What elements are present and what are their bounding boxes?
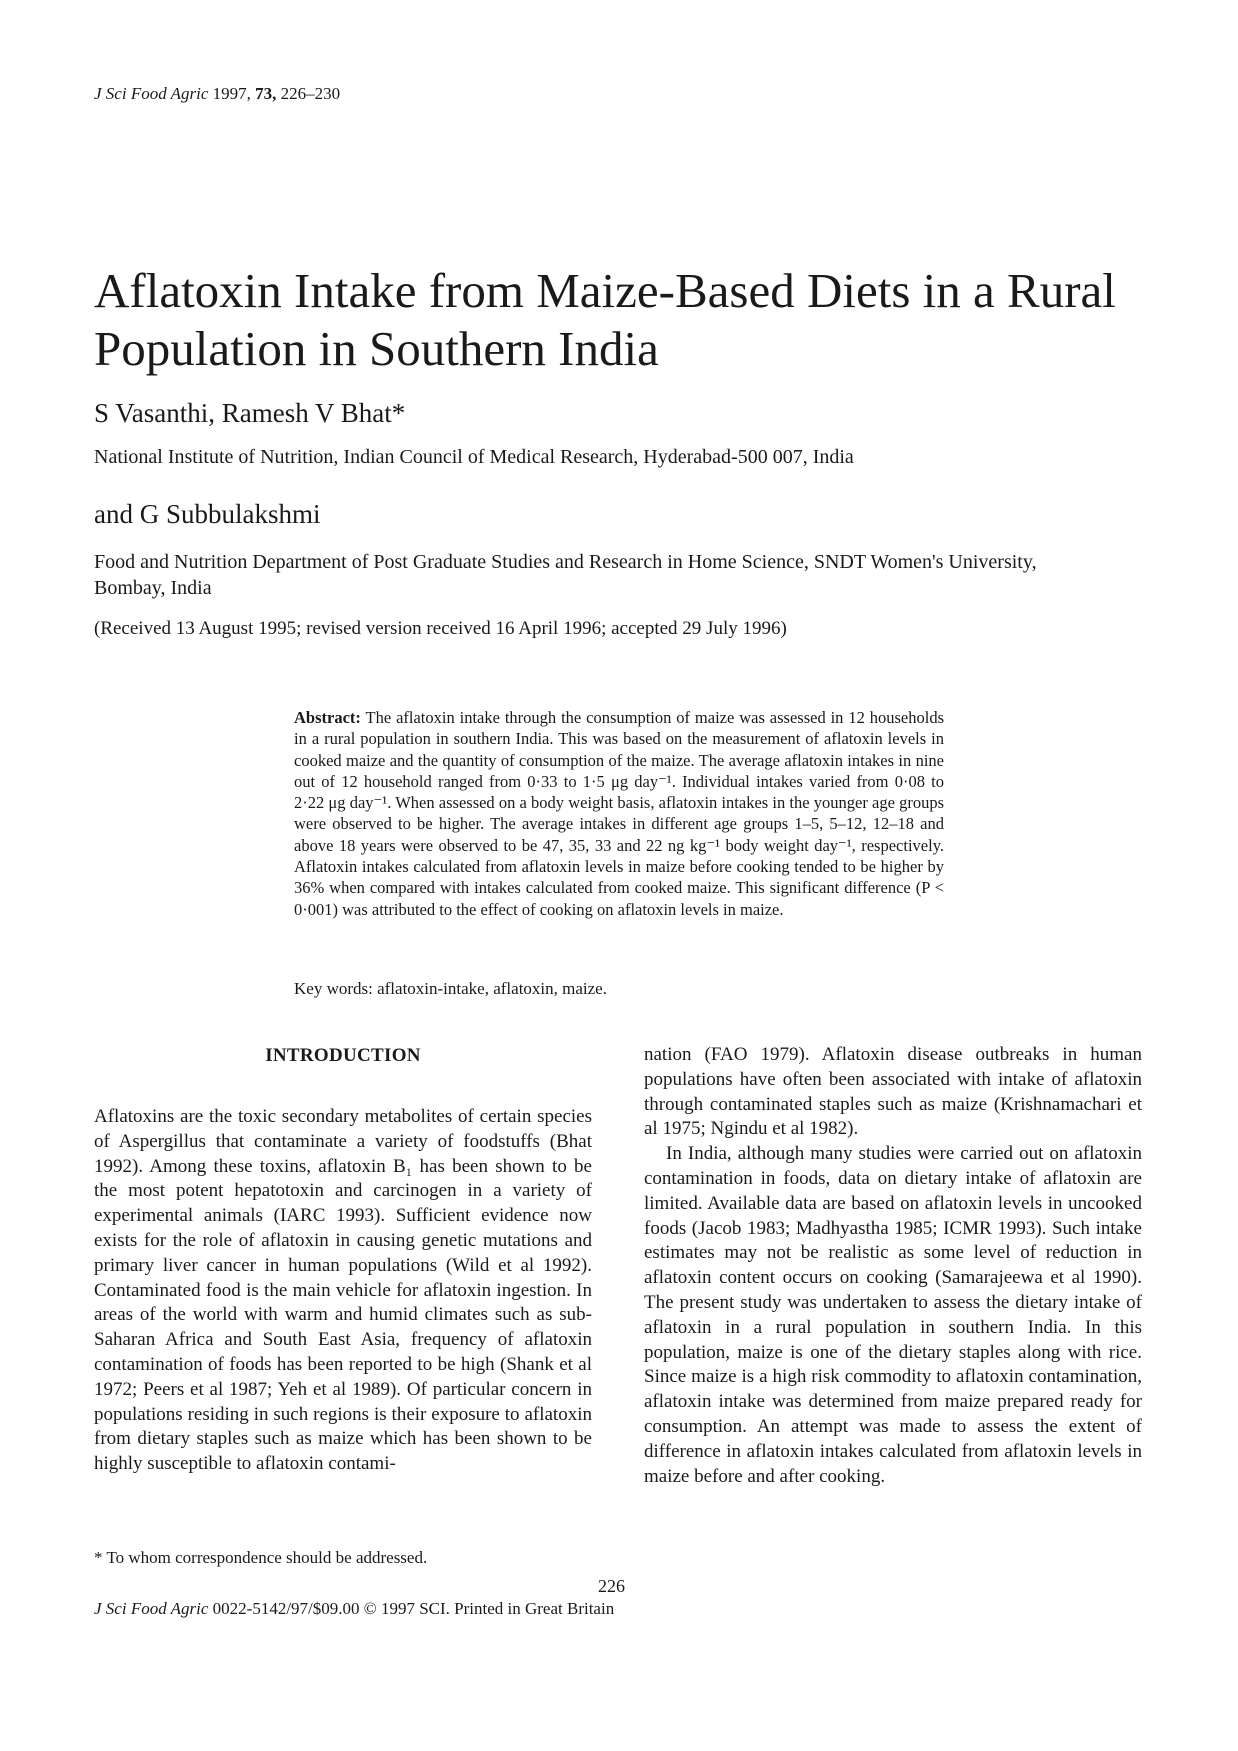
right-column [644, 1043, 1142, 1489]
keywords: Key words: aflatoxin-intake, aflatoxin, maize. [294, 979, 607, 998]
journal-pages: 226–230 [280, 84, 341, 103]
running-head [94, 84, 340, 104]
page-footer [94, 1599, 614, 1619]
section-heading-introduction: INTRODUCTION [265, 1045, 421, 1066]
intro-paragraph-2: In India, although many studies were carried out on aflatoxin contamination in foods, data on dietary intake of aflatoxin are limited. Available data are based on aflatoxin levels in uncooked foods (Jacob 1983; Madhyastha 1985; ICMR 1993). Such intake estimates may not be realistic as some level of reduction in aflatoxin content occurs on cooking (Samarajeewa et al 1990). The present study was undertaken to assess the dietary intake of aflatoxin in a rural population in southern India. In this population, maize is one of the dietary staples along with rice. Since maize is a high risk commodity to aflatoxin contamination, aflatoxin intake was determined from maize prepared ready for consumption. An attempt was made to assess the extent of difference in aflatoxin intakes calculated from aflatoxin levels in maize before and after cooking. [644, 1143, 1142, 1487]
affiliation-1: National Institute of Nutrition, Indian Council of Medical Research, Hyderabad-500 007, India [94, 446, 854, 468]
footer-journal: J Sci Food Agric [94, 1599, 209, 1618]
page-number: 226 [598, 1576, 625, 1596]
journal-volume: 73, [255, 84, 277, 103]
left-column [94, 1105, 592, 1477]
abstract-text: The aflatoxin intake through the consumption of maize was assessed in 12 households in a rural population in southern India. This was based on the measurement of aflatoxin levels in cooked maize and the quantity of consumption of the maize. The average aflatoxin intakes in nine out of 12 household ranged from 0·33 to 1·5 μg day⁻¹. Individual intakes varied from 0·08 to 2·22 μg day⁻¹. When assessed on a body weight basis, aflatoxin intakes in the younger age groups were observed to be higher. The average intakes in different age groups 1–5, 5–12, 12–18 and above 18 years were observed to be 47, 35, 33 and 22 ng kg⁻¹ body weight day⁻¹, respectively. Aflatoxin intakes calculated from aflatoxin levels in maize before cooking tended to be higher by 36% when compared with intakes calculated from cooked maize. This significant difference (P < 0·001) was attributed to the effect of cooking on aflatoxin levels in maize. [294, 708, 944, 919]
intro-paragraph-1: Aflatoxins are the toxic secondary metabolites of certain species of Aspergillus that contaminate a variety of foodstuffs (Bhat 1992). Among these toxins, aflatoxin B₁ has been shown to be the most potent hepatotoxin and carcinogen in a variety of experimental animals (IARC 1993). Sufficient evidence now exists for the role of aflatoxin in causing genetic mutations and primary liver cancer in human populations (Wild et al 1992). Contaminated food is the main vehicle for aflatoxin ingestion. In areas of the world with warm and humid climates such as sub-Saharan Africa and South East Asia, frequency of aflatoxin contamination of foods has been reported to be high (Shank et al 1972; Peers et al 1987; Yeh et al 1989). Of particular concern in populations residing in such regions is their exposure to aflatoxin from dietary staples such as maize which has been shown to be highly susceptible to aflatoxin contami- [94, 1106, 592, 1475]
authors-line-1: S Vasanthi, Ramesh V Bhat* [94, 398, 406, 428]
intro-paragraph-1-continued: nation (FAO 1979). Aflatoxin disease outbreaks in human populations have often been associated with intake of aflatoxin through contaminated staples such as maize (Krishnamachari et al 1975; Ngindu et al 1982). [644, 1044, 1142, 1140]
authors-line-2: and G Subbulakshmi [94, 499, 321, 529]
received-dates: (Received 13 August 1995; revised version received 16 April 1996; accepted 29 July 1996) [94, 618, 787, 639]
article-title: Aflatoxin Intake from Maize-Based Diets in a Rural Population in Southern India [94, 263, 1116, 376]
abstract-label: Abstract: [294, 708, 361, 727]
journal-year: 1997, [212, 84, 251, 103]
journal-name: J Sci Food Agric [94, 84, 209, 103]
affiliation-2: Food and Nutrition Department of Post Graduate Studies and Research in Home Science, SNDT Women's University, Bombay, India [94, 551, 1037, 599]
correspondence-footnote: * To whom correspondence should be addressed. [94, 1548, 428, 1567]
footer-info: 0022-5142/97/$09.00 © 1997 SCI. Printed in Great Britain [212, 1599, 615, 1618]
abstract [294, 707, 944, 920]
